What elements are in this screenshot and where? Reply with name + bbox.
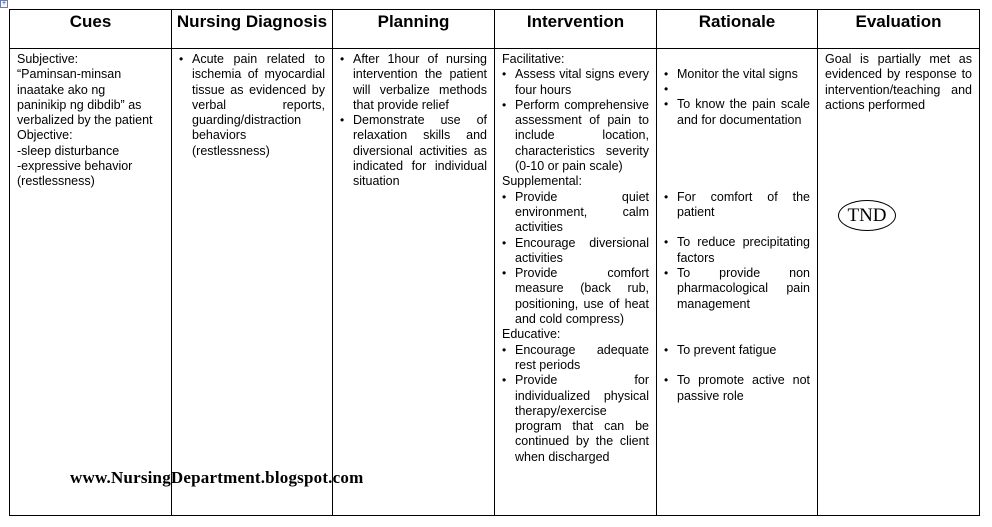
supplemental-label: Supplemental:: [502, 174, 582, 189]
diagnosis-item: • Acute pain related to ischemia of myocardial tissue as evidenced by verbal reports, guarding/distraction behaviors (restlessness): [179, 52, 325, 159]
objective-item: -expressive behavior: [17, 159, 133, 174]
objective-item: (restlessness): [17, 174, 95, 189]
planning-item: • After 1hour of nursing intervention the patient will verbalize methods that provide relief: [340, 52, 487, 113]
subjective-quote-line1: “Paminsan-minsan inaatake ako ng: [17, 67, 122, 97]
header-cues: Cues: [10, 10, 172, 49]
cues-cell: [10, 49, 172, 516]
rationale-item: • To provide non pharmacological pain management: [664, 266, 810, 312]
objective-label: Objective:: [17, 128, 73, 143]
content-row: [10, 49, 980, 516]
header-evaluation: Evaluation: [818, 10, 980, 49]
intervention-item: • Encourage diversional activities: [502, 236, 649, 267]
objective-item: -sleep disturbance: [17, 143, 120, 158]
rationale-item: • To reduce precipitating factors: [664, 235, 810, 266]
rationale-item: • To know the pain scale and for documentation: [664, 97, 810, 128]
header-row: [10, 10, 980, 49]
evaluation-text: Goal is partially met as evidenced by response to intervention/teaching and actions performed: [825, 52, 972, 112]
intervention-item: • Encourage adequate rest periods: [502, 343, 649, 374]
intervention-cell: [495, 49, 657, 516]
header-planning: Planning: [333, 10, 495, 49]
planning-cell: [333, 49, 495, 516]
subjective-quote-line3: verbalized by the patient: [17, 113, 153, 128]
evaluation-cell: [818, 49, 980, 516]
rationale-item: • For comfort of the patient: [664, 190, 810, 221]
table-move-handle-icon[interactable]: +: [1, 0, 7, 7]
facilitative-label: Facilitative:: [502, 52, 565, 66]
diagnosis-cell: [172, 49, 333, 516]
rationale-item: • To promote active not passive role: [664, 373, 810, 404]
intervention-item: • Provide for individualized physical therapy/exercise program that can be continued by the client when discharged: [502, 373, 649, 465]
intervention-item: • Provide quiet environment, calm activities: [502, 190, 649, 236]
educative-label: Educative:: [502, 327, 561, 342]
rationale-item: • To prevent fatigue: [664, 343, 810, 358]
intervention-item: • Provide comfort measure (back rub, positioning, use of heat and cold compress): [502, 266, 649, 327]
header-intervention: Intervention: [495, 10, 657, 49]
header-rationale: Rationale: [657, 10, 818, 49]
planning-item: • Demonstrate use of relaxation skills and diversional activities as indicated for individual situation: [340, 113, 487, 189]
intervention-item: • Assess vital signs every four hours: [502, 67, 649, 98]
watermark-url: www.NursingDepartment.blogspot.com: [70, 468, 364, 487]
intervention-item: • Perform comprehensive assessment of pain to include location, characteristics severity (0-10 or pain scale): [502, 98, 649, 174]
rationale-cell: [657, 49, 818, 516]
header-nursing-diagnosis: Nursing Diagnosis: [172, 10, 333, 49]
subjective-quote-line2: paninikip ng dibdib” as: [17, 97, 142, 112]
nursing-care-plan-table: [9, 9, 980, 516]
subjective-label: Subjective:: [17, 52, 79, 66]
rationale-item: • Monitor the vital signs: [664, 67, 810, 82]
tnd-stamp: TND: [838, 200, 896, 231]
